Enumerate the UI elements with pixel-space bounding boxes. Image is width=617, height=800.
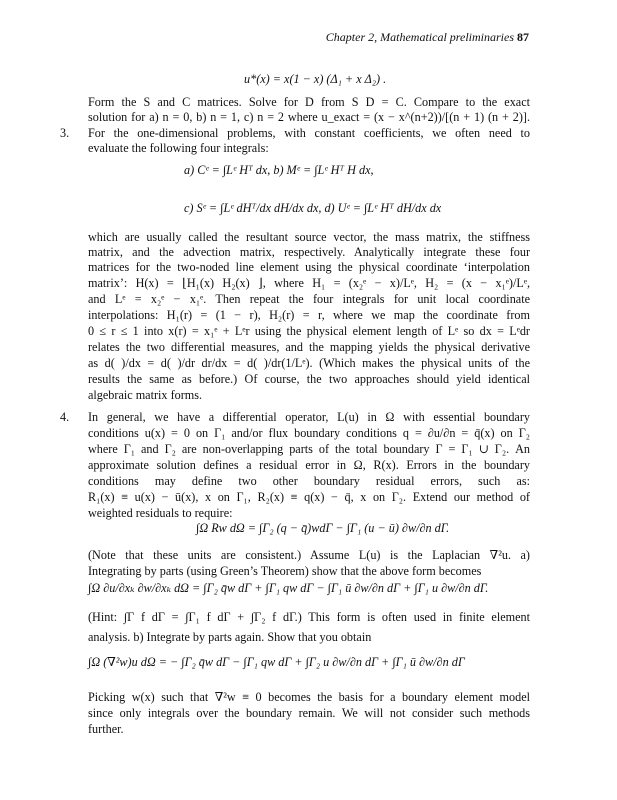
weighted-residual-equation: ∫Ω Rw dΩ = ∫Γ₂ (q − q̄)wdΓ − ∫Γ₁ (u − ū) ∂w/∂n dΓ.	[196, 521, 450, 535]
intro-line-1: Form the S and C matrices. Solve for D from S D = C. Compare to the exact	[88, 95, 530, 109]
intro-line-2: solution for a) n = 0, b) n = 1, c) n = 2 where u_exact = (x − x^(n+2))/[(n + 1) (n + 2)].	[88, 110, 530, 124]
integrals-row-1: a) Cᵉ = ∫Lᵉ Hᵀ dx, b) Mᵉ = ∫Lᵉ Hᵀ H dx,	[184, 163, 374, 177]
problem-3-body-3: matrices for the two-noded line element using the physical coordinate ‘interpolation	[88, 260, 530, 274]
chapter-title: Chapter 2, Mathematical preliminaries	[325, 30, 514, 44]
closing-line-2: since only integrals over the boundary remain. We will not consider such methods	[88, 706, 530, 720]
note-line-1: (Note that these units are consistent.) Assume L(u) is the Laplacian ∇²u. a)	[88, 548, 530, 562]
closing-line-3: further.	[88, 722, 124, 736]
problem-3-body-5: and Lᵉ = x₂ᵉ − x₁ᵉ. Then repeat the four integrals for unit local coordinate	[88, 292, 530, 306]
problem-4-body-1: In general, we have a differential operator, L(u) in Ω with essential boundary	[88, 410, 530, 424]
note-line-2: Integrating by parts (using Green’s Theorem) show that the above form becomes	[88, 564, 482, 578]
problem-4-body-2: conditions u(x) = 0 on Γ₁ and/or flux boundary conditions q = ∂u/∂n = q̄(x) on Γ₂	[88, 426, 530, 440]
problem-3-body-10: results the same as before.) Of course, the two approaches should yield identical	[88, 372, 530, 386]
exact-solution-equation: u*(x) = x(1 − x) (Δ₁ + x Δ₂) .	[244, 72, 387, 86]
problem-4-body-5: conditions may define two other boundary residual errors, such as:	[88, 474, 530, 488]
greens-theorem-equation: ∫Ω ∂u/∂xₖ ∂w/∂xₖ dΩ = ∫Γ₂ q̄w dΓ + ∫Γ₁ qw dΓ − ∫Γ₁ ū ∂w/∂n dΓ + ∫Γ₁ u ∂w/∂n dΓ.	[88, 581, 489, 595]
problem-3-body-4: matrix’: H(x) = ⌊H₁(x) H₂(x) ⌋, where H₁ = (x₂ᵉ − x)/Lᵉ, H₂ = (x − x₁ᵉ)/Lᵉ,	[88, 276, 530, 290]
problem-3-line-2: evaluate the following four integrals:	[88, 141, 269, 155]
closing-line-1: Picking w(x) such that ∇²w ≡ 0 becomes the basis for a boundary element model	[88, 690, 530, 704]
problem-3-body-11: algebraic matrix forms.	[88, 388, 203, 402]
problem-3-body-9: as d( )/dx = d( )/dr dr/dx = d( )/dr(1/Lᵉ). (Which makes the physical units of the	[88, 356, 530, 370]
problem-3-number: 3.	[60, 126, 70, 140]
problem-3-body-1: which are usually called the resultant source vector, the mass matrix, the stiffness	[88, 230, 530, 244]
second-integration-equation: ∫Ω (∇²w)u dΩ = − ∫Γ₂ q̄w dΓ − ∫Γ₁ qw dΓ + ∫Γ₂ u ∂w/∂n dΓ + ∫Γ₁ ū ∂w/∂n dΓ	[88, 655, 465, 669]
hint-line-1: (Hint: ∫Γ f dΓ = ∫Γ₁ f dΓ + ∫Γ₂ f dΓ.) This form is often used in finite element	[88, 610, 530, 624]
hint-line-2: analysis. b) Integrate by parts again. Show that you obtain	[88, 630, 372, 644]
integrals-row-2: c) Sᵉ = ∫Lᵉ dHᵀ/dx dH/dx dx, d) Uᵉ = ∫Lᵉ Hᵀ dH/dx dx	[184, 201, 442, 215]
problem-4-body-7: weighted residuals to require:	[88, 506, 233, 520]
problem-3-body-6: interpolations: H₁(r) = (1 − r), H₂(r) = r, where we map the coordinate from	[88, 308, 530, 322]
problem-3-body-2: matrix, and the advection matrix, respectively. Analytically integrate these four	[88, 245, 530, 259]
problem-3-body-8: relates the two differential measures, and the mapping yields the physical derivative	[88, 340, 530, 354]
page-number: 87	[517, 30, 529, 44]
problem-4-body-6: R₁(x) ≡ u(x) − ū(x), x on Γ₁, R₂(x) ≡ q(x) − q̄, x on Γ₂. Extend our method of	[88, 490, 530, 504]
problem-4-body-3: where Γ₁ and Γ₂ are non-overlapping parts of the total boundary Γ = Γ₁ ∪ Γ₂. An	[88, 442, 530, 456]
problem-3-body-7: 0 ≤ r ≤ 1 into x(r) = x₁ᵉ + Lᵉr using the physical element length of Lᵉ so dx = Lᵉdr	[88, 324, 530, 338]
running-header	[326, 30, 529, 45]
problem-4-body-4: approximate solution defines a residual error in Ω, R(x). Errors in the boundary	[88, 458, 530, 472]
problem-3-line-1: For the one-dimensional problems, with constant coefficients, we often need to	[88, 126, 530, 140]
problem-4-number: 4.	[60, 410, 70, 424]
